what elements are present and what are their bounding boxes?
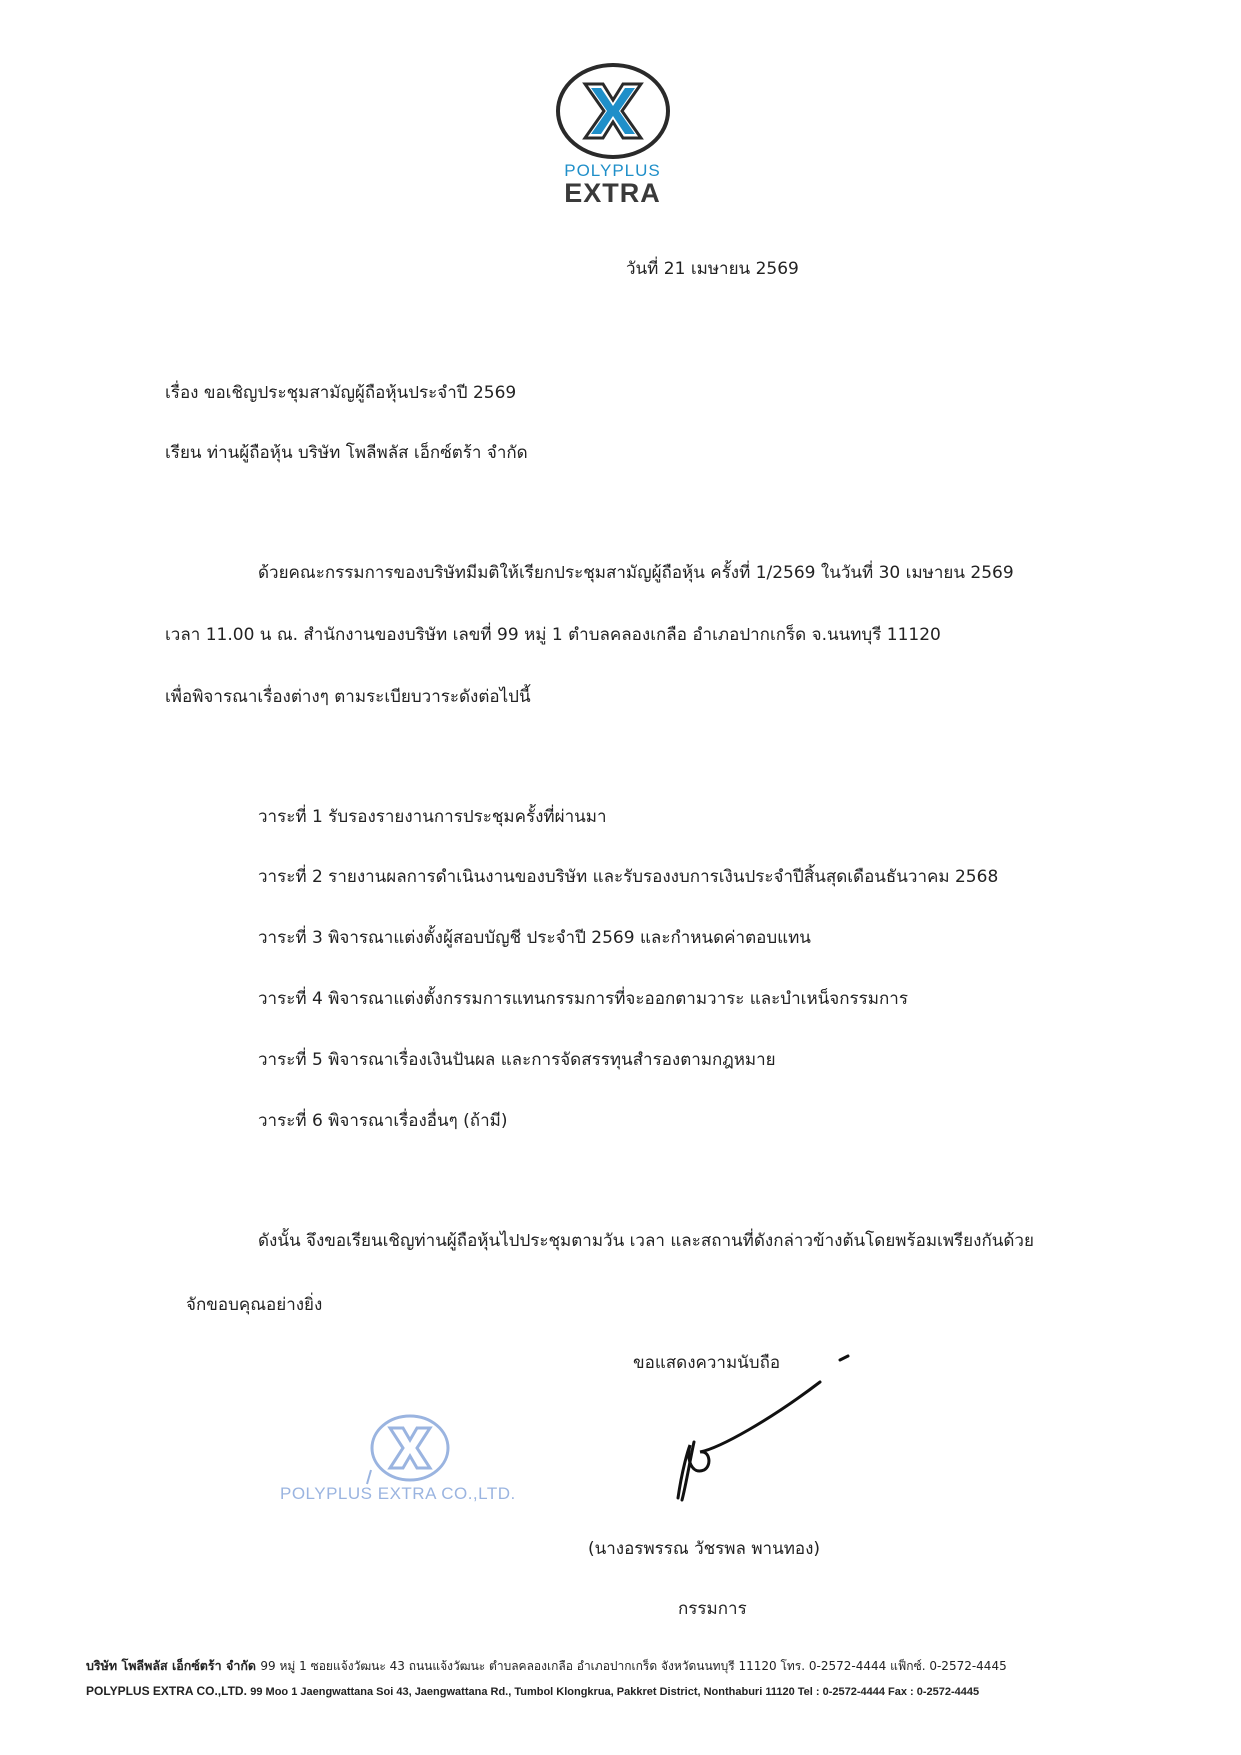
signatory-title: กรรมการ <box>678 1599 747 1619</box>
logo-line1: POLYPLUS <box>564 161 661 180</box>
closing-line-1: ดังนั้น จึงขอเรียนเชิญท่านผู้ถือหุ้นไปประชุมตามวัน เวลา และสถานที่ดังกล่าวข้างต้นโดยพร้อมเพรียงกันด้วย <box>258 1231 1034 1251</box>
stamp-text: POLYPLUS EXTRA CO.,LTD. <box>280 1484 516 1503</box>
footer-english <box>86 1684 979 1698</box>
agenda-item-1: วาระที่ 1 รับรองรายงานการประชุมครั้งที่ผ่านมา <box>258 807 607 827</box>
agenda-item-2: วาระที่ 2 รายงานผลการดำเนินงานของบริษัท และรับรองงบการเงินประจำปีสิ้นสุดเดือนธันวาคม 2568 <box>258 867 999 887</box>
logo-line2: EXTRA <box>564 178 661 208</box>
body-line-2: เวลา 11.00 น ณ. สำนักงานของบริษัท เลขที่ 99 หมู่ 1 ตำบลคลองเกลือ อำเภอปากเกร็ด จ.นนทบุรี 11120 <box>165 625 941 645</box>
letter-subject: เรื่อง ขอเชิญประชุมสามัญผู้ถือหุ้นประจำปี 2569 <box>165 383 517 403</box>
agenda-item-3: วาระที่ 3 พิจารณาแต่งตั้งผู้สอบบัญชี ประจำปี 2569 และกำหนดค่าตอบแทน <box>258 928 811 948</box>
signature-mark <box>660 1350 860 1510</box>
body-line-1: ด้วยคณะกรรมการของบริษัทมีมติให้เรียกประชุมสามัญผู้ถือหุ้น ครั้งที่ 1/2569 ในวันที่ 30 เมษายน 2569 <box>258 563 1014 583</box>
agenda-item-5: วาระที่ 5 พิจารณาเรื่องเงินปันผล และการจัดสรรทุนสำรองตามกฎหมาย <box>258 1050 776 1070</box>
letter-date: วันที่ 21 เมษายน 2569 <box>626 259 799 279</box>
x-logo-icon <box>555 62 671 160</box>
footer-thai-company: บริษัท โพลีพลัส เอ็กซ์ตร้า จำกัด <box>86 1658 257 1673</box>
body-line-3: เพื่อพิจารณาเรื่องต่างๆ ตามระเบียบวาระดังต่อไปนี้ <box>165 687 531 707</box>
letter-recipient: เรียน ท่านผู้ถือหุ้น บริษัท โพลีพลัส เอ็กซ์ตร้า จำกัด <box>165 443 528 463</box>
footer-thai-address: 99 หมู่ 1 ซอยแจ้งวัฒนะ 43 ถนนแจ้งวัฒนะ ตำบลคลองเกลือ อำเภอปากเกร็ด จังหวัดนนทบุรี 11120 โทร. 0-2572-4444 แฟ็กซ์. 0-2572-4445 <box>260 1659 1007 1673</box>
regards-text: ขอแสดงความนับถือ <box>633 1353 781 1373</box>
footer-english-address: 99 Moo 1 Jaengwattana Soi 43, Jaengwattana Rd., Tumbol Klongkrua, Pakkret District, Nonthaburi 11120 Tel : 0-2572-4444 Fax : 0-2572-4445 <box>250 1686 980 1698</box>
company-logo <box>535 62 690 207</box>
closing-line-2: จักขอบคุณอย่างยิ่ง <box>186 1295 323 1315</box>
agenda-item-6: วาระที่ 6 พิจารณาเรื่องอื่นๆ (ถ้ามี) <box>258 1111 508 1131</box>
agenda-item-4: วาระที่ 4 พิจารณาแต่งตั้งกรรมการแทนกรรมการที่จะออกตามวาระ และบำเหน็จกรรมการ <box>258 989 908 1009</box>
footer-thai <box>86 1656 1007 1676</box>
signatory-name: (นางอรพรรณ วัชรพล พานทอง) <box>588 1539 821 1559</box>
footer-english-company: POLYPLUS EXTRA CO.,LTD. <box>86 1684 247 1698</box>
